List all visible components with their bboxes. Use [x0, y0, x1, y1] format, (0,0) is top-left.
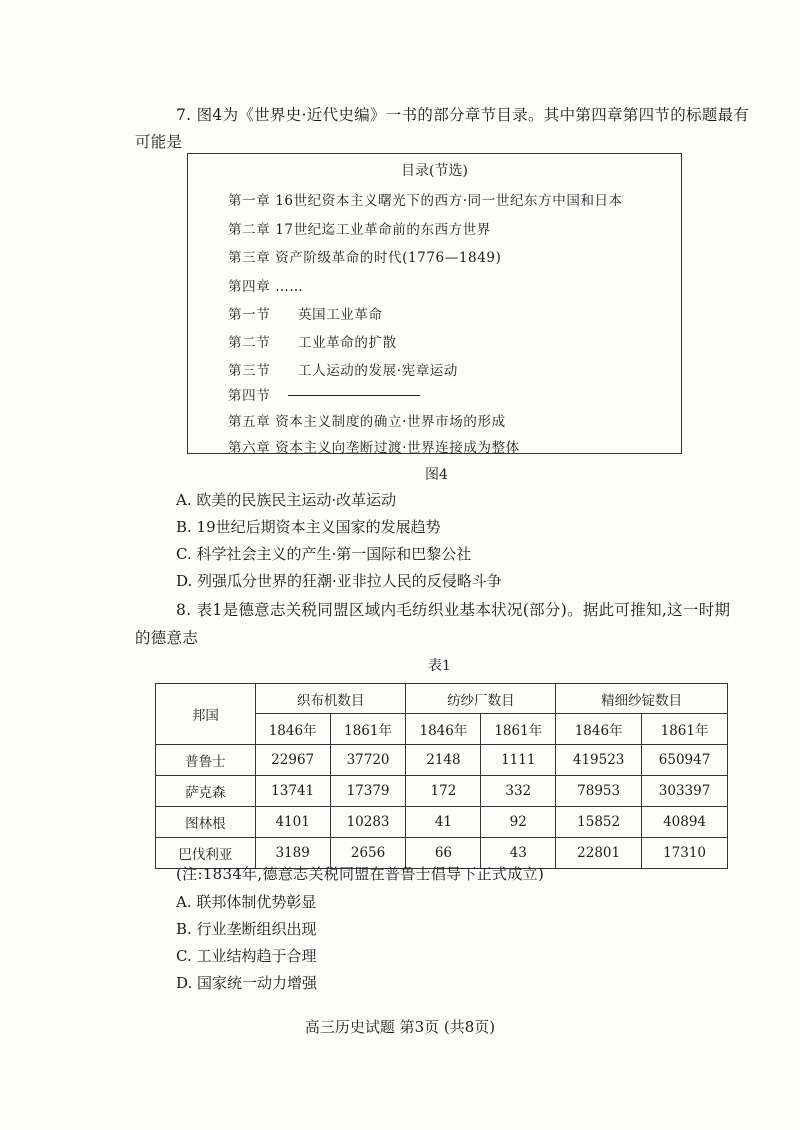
toc-chapter-2: 第二章 17世纪迄工业革命前的东西方世界: [228, 222, 491, 238]
toc-chapter-4: 第四章 ……: [228, 279, 304, 295]
table-cell: 22801: [556, 838, 642, 869]
table-year-header: 1861年: [481, 714, 556, 745]
q8-option-d: D. 国家统一动力增强: [176, 974, 318, 992]
toc-chapter-1: 第一章 16世纪资本主义曙光下的西方·同一世纪东方中国和日本: [228, 193, 623, 209]
table-cell: 41: [406, 807, 481, 838]
table-cell: 419523: [556, 745, 642, 776]
q8-stem-line1: 8. 表1是德意志关税同盟区域内毛纺织业基本状况(部分)。据此可推知,这一时期: [176, 601, 731, 619]
table-cell: 650947: [642, 745, 728, 776]
table-cell: 332: [481, 776, 556, 807]
table-cell: 92: [481, 807, 556, 838]
q7-stem-line1: 7. 图4为《世界史·近代史编》一书的部分章节目录。其中第四章第四节的标题最有: [176, 106, 750, 124]
q7-option-b: B. 19世纪后期资本主义国家的发展趋势: [176, 518, 441, 536]
q7-option-c: C. 科学社会主义的产生·第一国际和巴黎公社: [176, 545, 472, 563]
table-cell: 2656: [330, 838, 406, 869]
table-year-header: 1846年: [255, 714, 330, 745]
q8-stem-line2: 的德意志: [135, 629, 199, 647]
toc-chapter-6: 第六章 资本主义向垄断过渡·世界连接成为整体: [228, 440, 520, 456]
table-cell: 3189: [255, 838, 330, 869]
table-state-cell: 萨克森: [156, 776, 256, 807]
q8-option-c: C. 工业结构趋于合理: [176, 947, 317, 965]
table-row: [156, 807, 728, 838]
toc-section-3-label: 第三节: [228, 363, 271, 379]
table-group-header: 精细纱锭数目: [556, 684, 728, 714]
figure-caption: 图4: [425, 467, 448, 483]
toc-section-2-title: 工业革命的扩散: [298, 335, 397, 351]
table-cell: 40894: [642, 807, 728, 838]
table-cell: 22967: [255, 745, 330, 776]
toc-figure-box: [187, 153, 682, 454]
q8-option-b: B. 行业垄断组织出现: [176, 920, 317, 938]
table-year-header: 1846年: [556, 714, 642, 745]
q7-option-a: A. 欧美的民族民主运动·改革运动: [176, 491, 397, 509]
table-year-header: 1861年: [642, 714, 728, 745]
q8-note: (注:1834年,德意志关税同盟在普鲁士倡导下正式成立): [176, 865, 545, 883]
table-cell: 172: [406, 776, 481, 807]
table-caption: 表1: [428, 658, 451, 674]
table-cell: 13741: [255, 776, 330, 807]
table-year-header: 1861年: [330, 714, 406, 745]
table-cell: 10283: [330, 807, 406, 838]
toc-section-2-label: 第二节: [228, 335, 271, 351]
table-state-cell: 普鲁士: [156, 745, 256, 776]
table-row: [156, 776, 728, 807]
page-footer: 高三历史试题 第3页 (共8页): [304, 1018, 496, 1036]
table-corner-header: 邦国: [156, 684, 256, 745]
table-cell: 17379: [330, 776, 406, 807]
toc-section-4-label: 第四节: [228, 388, 271, 404]
toc-chapter-3: 第三章 资产阶级革命的时代(1776—1849): [228, 250, 502, 266]
table-state-cell: 巴伐利亚: [156, 838, 256, 869]
table-cell: 17310: [642, 838, 728, 869]
table-cell: 1111: [481, 745, 556, 776]
table-row: [156, 745, 728, 776]
table-state-cell: 图林根: [156, 807, 256, 838]
table-cell: 43: [481, 838, 556, 869]
wool-industry-table: [155, 683, 728, 869]
toc-section-3-title: 工人运动的发展·宪章运动: [298, 363, 458, 379]
table-cell: 15852: [556, 807, 642, 838]
table-cell: 303397: [642, 776, 728, 807]
table-year-header: 1846年: [406, 714, 481, 745]
table-cell: 78953: [556, 776, 642, 807]
q7-option-d: D. 列强瓜分世界的狂潮·亚非拉人民的反侵略斗争: [176, 572, 502, 590]
toc-section-1-label: 第一节: [228, 307, 271, 323]
table-cell: 4101: [255, 807, 330, 838]
q7-stem-line2: 可能是: [135, 133, 183, 151]
table-cell: 37720: [330, 745, 406, 776]
toc-section-4-blank-line: [288, 395, 420, 396]
toc-title: 目录(节选): [401, 163, 468, 179]
toc-chapter-5: 第五章 资本主义制度的确立·世界市场的形成: [228, 414, 506, 430]
table-cell: 66: [406, 838, 481, 869]
table-group-header: 织布机数目: [255, 684, 406, 714]
toc-section-1-title: 英国工业革命: [298, 307, 383, 323]
table-cell: 2148: [406, 745, 481, 776]
table-group-header: 纺纱厂数目: [406, 684, 556, 714]
q8-option-a: A. 联邦体制优势彰显: [176, 893, 317, 911]
